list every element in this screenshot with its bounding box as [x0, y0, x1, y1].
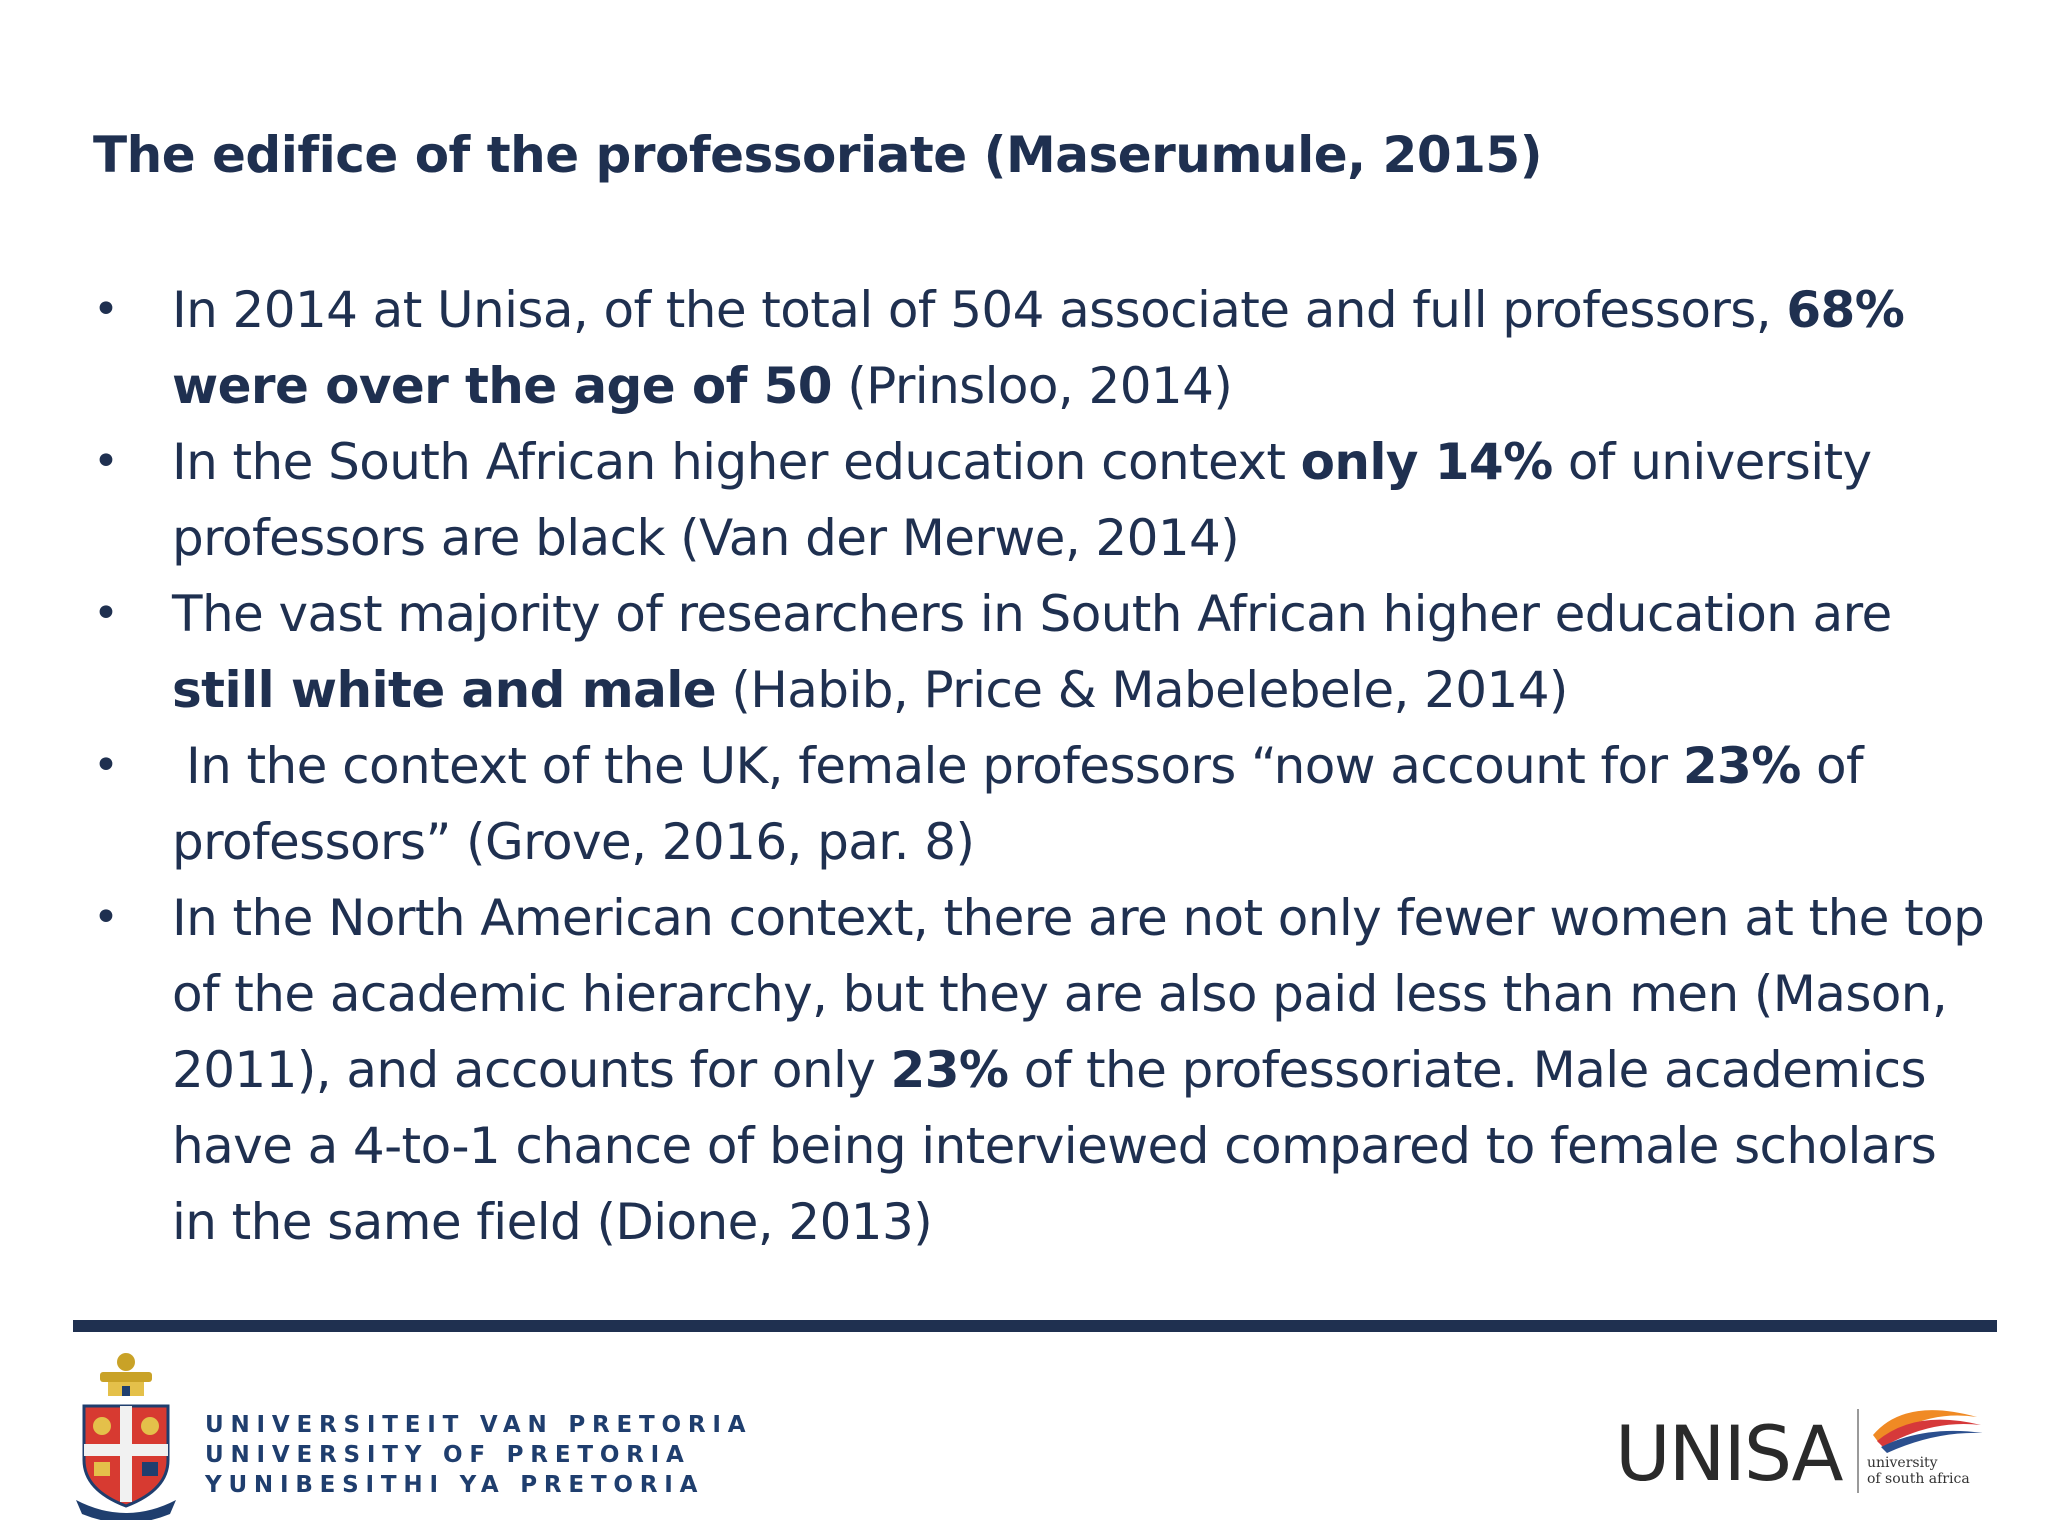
bullet-item — [93, 272, 1993, 424]
bullet-text — [172, 737, 1863, 871]
bullet-marker: • — [93, 436, 119, 487]
unisa-subtitle — [1867, 1455, 1970, 1487]
text-segment: In the context of the UK, female professors “now account for — [186, 737, 1683, 795]
unisa-sub-line: of south africa — [1867, 1471, 1970, 1487]
up-name-afrikaans: UNIVERSITEIT VAN PRETORIA — [205, 1412, 753, 1438]
bullet-item — [93, 728, 1993, 880]
text-segment: of university professors are black (Van der Merwe, 2014) — [172, 433, 1872, 567]
bullet-text — [172, 585, 1892, 719]
text-segment: In the South African higher education context — [172, 433, 1301, 491]
text-segment: of professors” (Grove, 2016, par. 8) — [172, 737, 1863, 871]
up-name-block — [205, 1410, 752, 1500]
emphasis-segment: 23% — [890, 1041, 1009, 1099]
bullet-text — [172, 281, 1904, 415]
emphasis-segment: only 14% — [1300, 433, 1553, 491]
text-segment: In the North American context, there are not only fewer women at the top of the academic hierarchy, but they are also paid less than men (Mason, 2011), and accounts for only — [172, 889, 1985, 1099]
text-segment: (Habib, Price & Mabelebele, 2014) — [716, 661, 1568, 719]
unisa-divider — [1857, 1409, 1859, 1493]
up-crest-logo-icon — [70, 1350, 182, 1520]
emphasis-segment: 68% were over the age of 50 — [172, 281, 1905, 415]
bullet-marker: • — [93, 740, 119, 791]
bullet-item — [93, 424, 1993, 576]
bullet-marker: • — [93, 588, 119, 639]
bullet-text — [172, 889, 1984, 1251]
text-segment: The vast majority of researchers in South African higher education are — [172, 585, 1892, 643]
text-segment: of the professoriate. Male academics have a 4-to-1 chance of being interviewed compared to female scholars in the same field (Dione, 2013) — [172, 1041, 1937, 1251]
up-name-sepedi: YUNIBESITHI YA PRETORIA — [205, 1472, 705, 1498]
unisa-wordmark: UNISA — [1615, 1409, 1842, 1498]
footer-divider — [73, 1320, 1997, 1332]
unisa-swoosh-icon — [1865, 1395, 1985, 1455]
text-segment: (Prinsloo, 2014) — [831, 357, 1233, 415]
bullet-item — [93, 576, 1993, 728]
text-segment: In 2014 at Unisa, of the total of 504 associate and full professors, — [172, 281, 1787, 339]
unisa-sub-line: university — [1867, 1455, 1938, 1471]
bullet-marker: • — [93, 892, 119, 943]
emphasis-segment: 23% — [1682, 737, 1801, 795]
unisa-logo — [1615, 1395, 1985, 1515]
bullet-list — [93, 272, 1993, 1260]
bullet-item — [93, 880, 1993, 1260]
slide-title: The edifice of the professoriate (Maserumule, 2015) — [93, 126, 1543, 184]
emphasis-segment: still white and male — [172, 661, 717, 719]
bullet-marker: • — [93, 284, 119, 335]
up-name-english: UNIVERSITY OF PRETORIA — [205, 1442, 691, 1468]
bullet-text — [172, 433, 1872, 567]
